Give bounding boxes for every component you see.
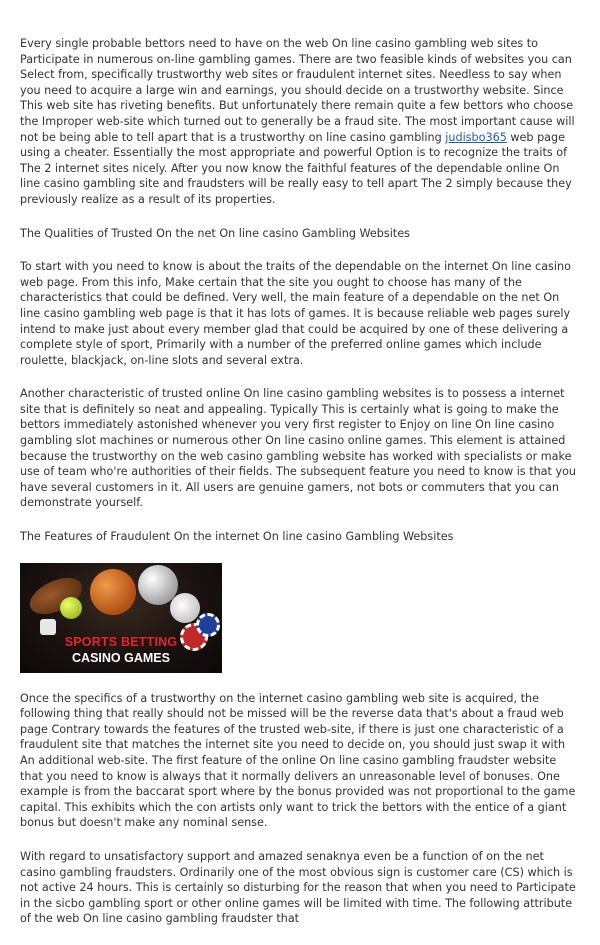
section-heading-fraudulent: The Features of Fraudulent On the internet On line casino Gambling Websites — [20, 530, 454, 544]
sports-betting-banner-image — [20, 563, 222, 673]
banner-title-line1: SPORTS BETTING — [64, 634, 178, 649]
trusted-paragraph-1: To start with you need to know is about the traits of the dependable on the internet On line casino web page. From this info, Make certain that the site you ought to choose has many of the characteristics that could be defined. Very well, the main feature of a dependable on the net On line casino gambling web page is that it has lots of games. It is because reliable web pages surely intend to make just about every member glad that could be acquired by one of these delivering a complete style of sport, Primarily with a number of the preferred online games which include roulette, blackjack, on-line slots and several extra. — [20, 260, 571, 367]
intro-text-part1: Every single probable bettors need to have on the web On line casino gambling web sites to Participate in numerous on-line gambling games. There are two feasible kinds of websites you can Select from, specifically trustworthy web sites or fraudulent internet sites. Needless to say when you need to acquire a large win and earnings, you should decide on a trustworthy website. Since This web site has riveting benefits. But unfortunately there remain quite a few bettors who choose the Improper web-site which turned out to generally be a fraud site. The most important cause will not be being able to tell apart that is a trustworthy on line casino gambling — [20, 37, 575, 144]
fraud-paragraph-2: With regard to unsatisfactory support and amazed senaknya even be a function of on the net casino gambling fraudsters. Ordinarily one of the most obvious sign is customer care (CS) which is not active 24 hours. This is certainly so disturbing for the reason that when you need to Participate in the sicbo gambling sport or other online games will be limited with time. The following attribute of the web On line casino gambling fraudster that — [20, 849, 576, 926]
section-heading-trusted: The Qualities of Trusted On the net On line casino Gambling Websites — [20, 226, 410, 240]
intro-text-part2: web page using a cheater. Essentially the most appropriate and powerful Option is to recognize the traits of The 2 internet sites nicely. After you now know the faithful features of the dependable online On line casino gambling site and fraudsters will be really easy to tell apart The 2 simply because they previously realize as a result of its properties. — [20, 130, 572, 206]
casino-chip-blue — [196, 613, 220, 637]
article-body — [20, 36, 582, 945]
intro-paragraph — [20, 36, 582, 208]
banner-title-line2: CASINO GAMES — [72, 650, 170, 665]
fraud-paragraph-1: Once the specifics of a trustworthy on the internet casino gambling web site is acquired, the following thing that really should not be missed will be the reverse data that's about a fraud web page Contrary towards the features of the trusted web-site, if there is just one characteristic of a fraudulent site that matches the internet site you need to decide on, you should just swap it with An additional web-site. The first feature of the online On line casino gambling fraudster website that you need to know is always that it normally delivers an unreasonable level of bonuses. One example is from the baccarat sport where by the bonus provided was not proportional to the game capital. This exhibits which the con artists only want to trick the bettors with the entice of a giant bonus but doesn't make any nominal sense. — [20, 691, 576, 830]
basketball-graphic — [90, 569, 136, 615]
judisbo365-link[interactable]: judisbo365 — [445, 130, 507, 144]
tennis-ball-graphic — [60, 597, 82, 619]
dice-graphic — [40, 619, 56, 635]
baseball-graphic — [170, 593, 200, 623]
trusted-paragraph-2: Another characteristic of trusted online On line casino gambling websites is to possess a internet site that is definitely so neat and appealing. Typically This is certainly what is going to make the bettors immediately astonished whenever you very first register to Enjoy on line On line casino gambling slot machines or numerous other On line casino online games. This element is attained because the trustworthy on the web casino gambling website has worked with specialists or make use of team who're authorities of their fields. The subsequent feature you need to know is that you have several customers in it. All users are genuine gamers, not bots or commuters that you can demonstrate yourself. — [20, 387, 577, 510]
